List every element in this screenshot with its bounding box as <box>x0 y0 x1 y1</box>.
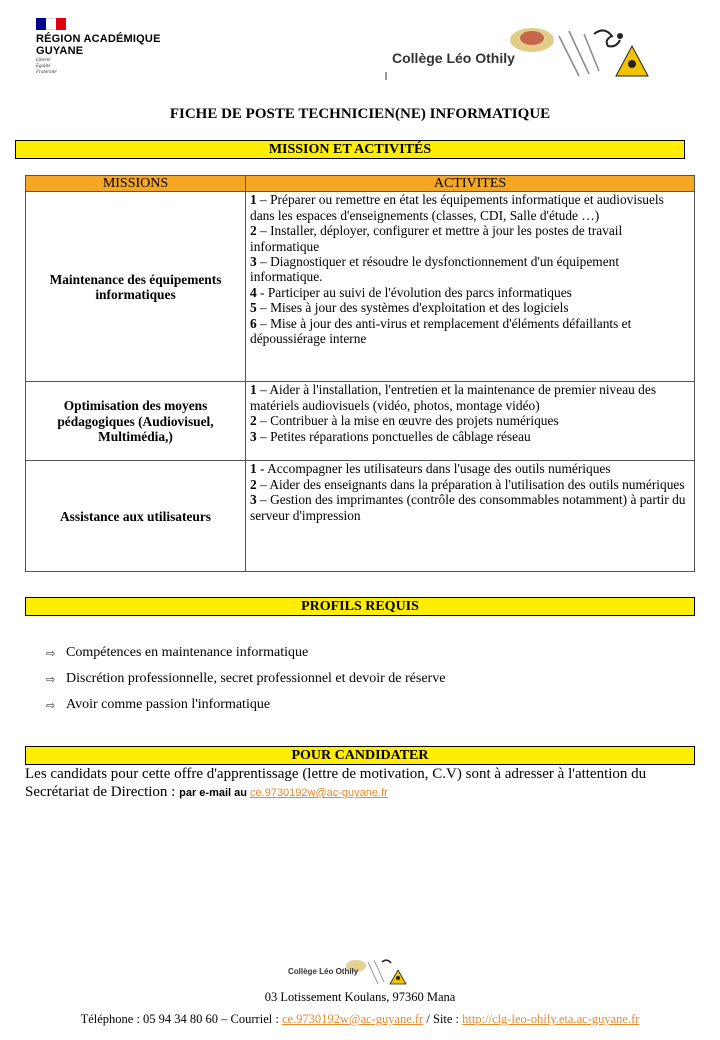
college-footer-logo-icon <box>284 958 414 988</box>
activities-cell <box>246 382 695 461</box>
activity-item: 1 - Accompagner les utilisateurs dans l'usage des outils numériques <box>250 461 611 477</box>
mission-cell: Optimisation des moyens pédagogiques (Audiovisuel, Multimédia,) <box>26 382 246 461</box>
activity-item: 2 – Aider des enseignants dans la préparation à l'utilisation des outils numériques <box>250 476 685 492</box>
motto-fraternite: Fraternité <box>36 70 57 75</box>
profils-list <box>46 640 445 718</box>
candidater-text <box>25 765 705 802</box>
motto-egalite: Égalité <box>36 64 51 69</box>
list-item: ⇨ Discrétion professionnelle, secret professionnel et devoir de réserve <box>46 671 446 686</box>
activity-item: 2 – Contribuer à la mise en œuvre des projets numériques <box>250 413 559 429</box>
activity-item: 3 – Gestion des imprimantes (contrôle des consommables notamment) à partir du serveur d'impression <box>250 492 686 523</box>
section-banner-candidater: POUR CANDIDATER <box>25 746 695 765</box>
arrow-right-icon: ⇨ <box>46 698 56 712</box>
republic-motto <box>36 58 57 76</box>
footer-logo-name: Collège Léo Othily <box>288 967 359 976</box>
table-row <box>26 192 695 382</box>
candidater-email-link[interactable]: ce.9730192w@ac-guyane.fr <box>250 787 388 799</box>
activity-item: 1 – Préparer ou remettre en état les équipements informatique et audiovisuels dans les espaces d'enseignements (classes, CDI, Salle d'étude …) <box>250 192 664 223</box>
column-header-missions: MISSIONS <box>26 176 246 192</box>
activity-item: 3 – Petites réparations ponctuelles de câblage réseau <box>250 428 531 444</box>
motto-liberte: Liberté <box>36 58 51 63</box>
section-banner-mission: MISSION ET ACTIVITÉS <box>15 140 685 159</box>
mission-cell: Assistance aux utilisateurs <box>26 461 246 572</box>
footer-phone: Téléphone : 05 94 34 80 60 – Courriel : <box>80 1012 282 1026</box>
footer-email-link[interactable]: ce.9730192w@ac-guyane.fr <box>281 1012 424 1026</box>
college-name: Collège Léo Othily <box>392 50 515 66</box>
french-flag-icon <box>36 18 66 30</box>
activity-item: 6 – Mise à jour des anti-virus et remplacement d'éléments défaillants et dépoussiérage interne <box>250 315 632 347</box>
arrow-right-icon: ⇨ <box>46 646 56 660</box>
footer-address: 03 Lotissement Koulans, 97360 Mana <box>264 990 456 1004</box>
footer-site-label: / Site : <box>423 1012 463 1026</box>
list-item: ⇨ Compétences en maintenance informatique <box>46 645 309 660</box>
candidater-body: Les candidats pour cette offre d'apprentissage (lettre de motivation, C.V) sont à adresser à l'attention du Secrétariat de Direction : <box>25 766 647 800</box>
activity-item: 5 – Mises à jour des systèmes d'exploitation et des logiciels <box>250 300 569 316</box>
table-row <box>26 461 695 572</box>
footer-site-link[interactable]: http://clg-leo-ohily.eta.ac-guyane.fr <box>462 1012 640 1026</box>
column-header-activites: ACTIVITES <box>246 176 695 192</box>
region-line1: RÉGION ACADÉMIQUE <box>36 33 161 45</box>
activity-item: 3 – Diagnostiquer et résoudre le dysfonctionnement d'un équipement informatique. <box>250 254 620 285</box>
region-academique-logo <box>36 33 161 57</box>
activity-item: 2 – Installer, déployer, configurer et mettre à jour les postes de travail informatique <box>250 223 623 254</box>
list-item: ⇨ Avoir comme passion l'informatique <box>46 697 271 712</box>
missions-table <box>25 175 695 572</box>
table-row <box>26 382 695 461</box>
footer-contact <box>0 1012 720 1027</box>
activity-item: 1 – Aider à l'installation, l'entretien et la maintenance de premier niveau des matériels audiovisuels (vidéo, photos, montage vidéo) <box>250 382 657 413</box>
candidater-email-label: par e-mail au <box>179 787 251 799</box>
mission-cell: Maintenance des équipements informatiques <box>26 192 246 382</box>
activities-cell <box>246 461 695 572</box>
section-banner-profils: PROFILS REQUIS <box>25 597 695 616</box>
activity-item: 4 - Participer au suivi de l'évolution des parcs informatiques <box>250 284 572 300</box>
arrow-right-icon: ⇨ <box>46 672 56 686</box>
page-title: FICHE DE POSTE TECHNICIEN(NE) INFORMATIQUE <box>169 106 551 122</box>
region-line2: GUYANE <box>36 45 84 57</box>
activities-cell <box>246 192 695 382</box>
